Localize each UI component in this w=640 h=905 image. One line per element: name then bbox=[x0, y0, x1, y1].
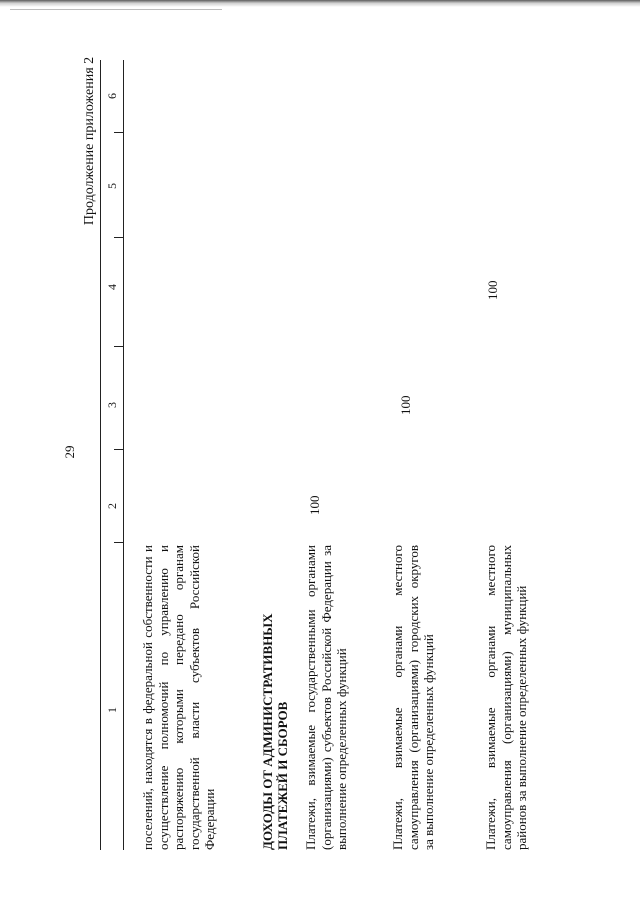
table-header-rule bbox=[123, 60, 124, 850]
table-row-label: Платежи, взимаемые органами местного самоуправления (организациями) городских округов за выполнение определенных функций bbox=[390, 545, 436, 850]
column-divider bbox=[114, 449, 124, 450]
section-heading: ДОХОДЫ ОТ АДМИНИСТРАТИВНЫХ ПЛАТЕЖЕЙ И СБОРОВ bbox=[260, 613, 290, 850]
table-cell-value: 100 bbox=[485, 280, 500, 300]
table-row-label: Платежи, взимаемые органами местного самоуправления (организациями) муниципальных районов за выполнение определенных функций bbox=[483, 545, 529, 850]
rotated-table bbox=[0, 50, 540, 895]
column-divider bbox=[114, 132, 124, 133]
column-divider bbox=[114, 346, 124, 347]
appendix-continuation-note: Продолжение приложения 2 bbox=[82, 56, 97, 226]
column-divider bbox=[114, 542, 124, 543]
column-number-4: 4 bbox=[105, 284, 119, 290]
page-number: 29 bbox=[62, 445, 77, 459]
table-top-rule bbox=[100, 60, 101, 850]
scan-edge bbox=[0, 0, 640, 7]
column-number-2: 2 bbox=[105, 503, 119, 509]
table-cell-value: 100 bbox=[398, 395, 413, 415]
column-number-1: 1 bbox=[105, 707, 119, 713]
column-number-6: 6 bbox=[105, 93, 119, 99]
table-row-label: поселений, находятся в федеральной собственности и осуществление полномочий по управлению и распоряжению которыми передано органам государственной власти субъектов Российской Федерации bbox=[140, 545, 217, 850]
table-row-label: Платежи, взимаемые государственными органами (организациями) субъектов Российской Федерации за выполнение определенных функций bbox=[303, 545, 349, 850]
scan-line bbox=[10, 9, 222, 10]
column-divider bbox=[114, 237, 124, 238]
column-number-3: 3 bbox=[105, 402, 119, 408]
table-cell-value: 100 bbox=[307, 495, 322, 515]
column-number-5: 5 bbox=[105, 183, 119, 189]
